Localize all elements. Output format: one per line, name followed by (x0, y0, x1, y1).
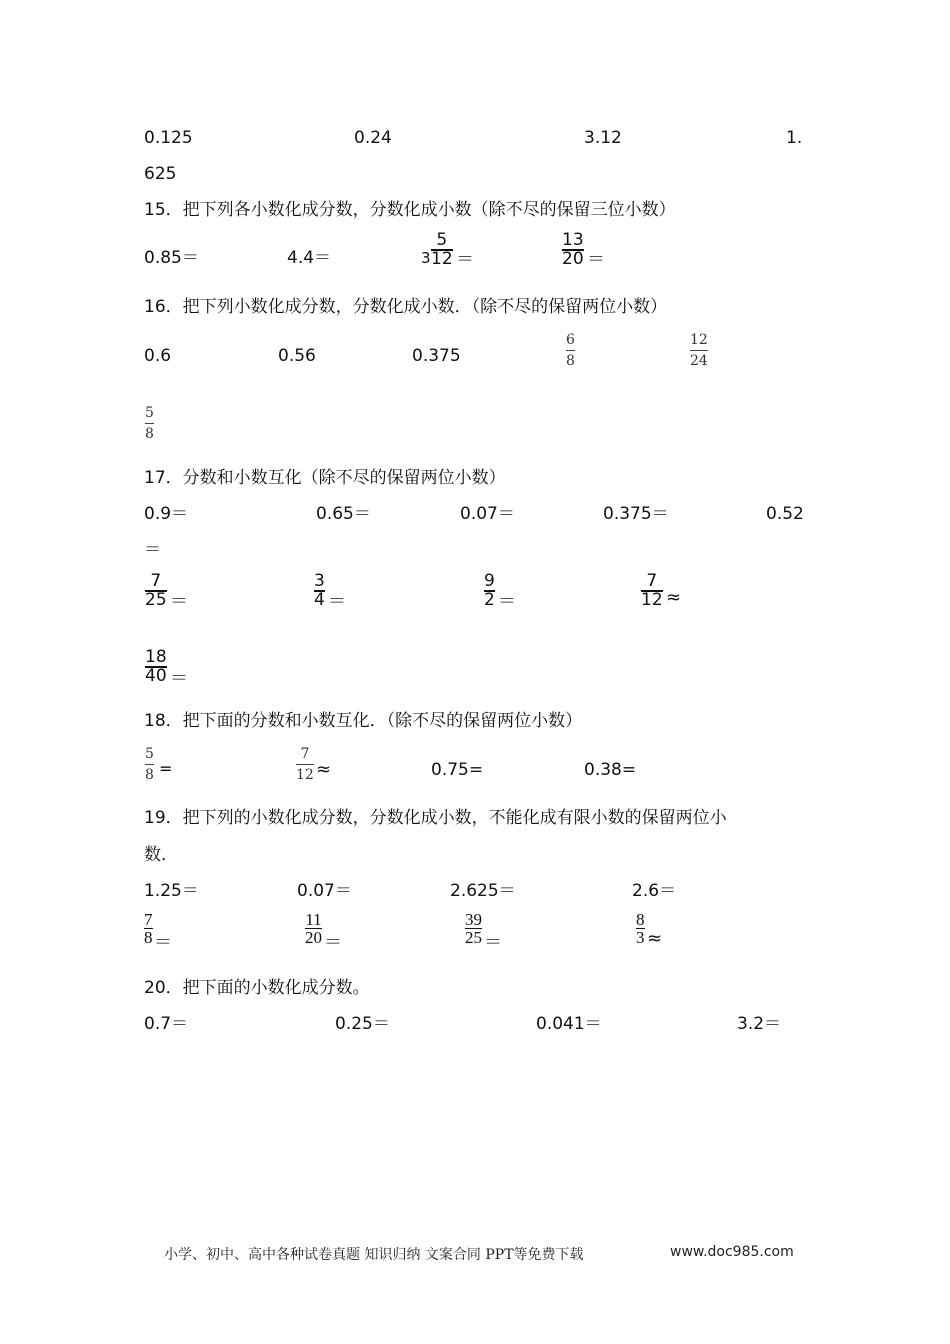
q18-title: 18．把下面的分数和小数互化．（除不尽的保留两位小数） (144, 711, 583, 731)
q19-item-3: 2.625＝ (450, 881, 516, 901)
fraction-bar (690, 350, 708, 351)
q17-item-5: 0.52 (766, 504, 804, 524)
q19-f4-num: 8 (636, 910, 645, 929)
q16-f3-den: 8 (145, 426, 154, 442)
q17-fraction-3 (484, 573, 495, 609)
q15-frac-eq: ＝ (587, 249, 605, 270)
q17-f1-den: 25 (145, 590, 167, 610)
q17-fraction-2 (314, 573, 325, 609)
q19-item-1: 1.25＝ (144, 881, 199, 901)
q19-item-4: 2.6＝ (632, 881, 677, 901)
q15-mixed-whole: 3 (421, 249, 431, 267)
q19-item-2: 0.07＝ (297, 881, 352, 901)
q15-mixed-eq: ＝ (456, 249, 474, 270)
q15-item-1: 0.85＝ (144, 248, 199, 268)
q18-f2-den: 12 (296, 767, 314, 783)
q17-f1-num: 7 (150, 571, 162, 591)
q16-item-2: 0.56 (278, 346, 316, 366)
q19-f1-eq: ＝ (154, 932, 172, 953)
q19-fraction-2 (305, 911, 322, 946)
footer-text: 小学、初中、高中各种试卷真题 知识归纳 文案合同 PPT等免费下载 (164, 1247, 584, 1263)
footer-url[interactable]: www.doc985.com (670, 1244, 794, 1260)
top-item-4: 1. (786, 128, 803, 148)
q17-f2-eq: ＝ (328, 591, 346, 612)
q19-f2-den: 20 (305, 928, 322, 947)
q18-fraction-2 (296, 747, 314, 782)
q17-f3-num: 9 (484, 571, 495, 591)
q15-frac-den: 20 (562, 249, 584, 269)
q19-title-line-2: 数． (144, 845, 178, 865)
fraction-bar (296, 764, 314, 765)
q16-fraction-1 (566, 333, 575, 368)
q17-f5-num: 18 (145, 647, 167, 667)
top-item-2: 0.24 (354, 128, 392, 148)
q16-fraction-3 (145, 406, 154, 441)
q18-fraction-1 (145, 747, 154, 782)
q18-f2-approx: ≈ (316, 759, 332, 780)
q16-item-1: 0.6 (144, 346, 172, 366)
q16-f1-den: 8 (566, 353, 575, 369)
q17-f2-den: 4 (314, 590, 325, 610)
q15-mixed-num: 5 (436, 230, 448, 250)
q19-fraction-3 (465, 911, 482, 946)
q19-title-line-1: 19．把下列的小数化成分数，分数化成小数，不能化成有限小数的保留两位小 (144, 808, 727, 828)
q16-title: 16．把下列小数化成分数，分数化成小数．（除不尽的保留两位小数） (144, 297, 668, 317)
q17-f3-den: 2 (484, 590, 495, 610)
q17-f5-den: 40 (145, 666, 167, 686)
q17-f4-num: 7 (646, 571, 658, 591)
q19-f3-num: 39 (465, 910, 482, 929)
q19-f4-den: 3 (636, 928, 645, 947)
q15-fraction (562, 232, 584, 268)
q18-item-1: 0.75= (431, 760, 484, 780)
q15-title: 15．把下列各小数化成分数，分数化成小数（除不尽的保留三位小数） (144, 200, 676, 220)
q19-f4-approx: ≈ (647, 928, 663, 949)
q17-item-2: 0.65＝ (316, 504, 371, 524)
q16-item-3: 0.375 (412, 346, 461, 366)
q18-f1-eq: = (159, 759, 173, 778)
q15-mixed-fraction (431, 232, 453, 268)
q16-f2-den: 24 (690, 353, 708, 369)
q15-frac-num: 13 (562, 230, 584, 250)
q17-fraction-1 (145, 573, 167, 609)
q15-item-2: 4.4＝ (287, 248, 332, 268)
q19-f1-den: 8 (144, 928, 153, 947)
q17-f1-eq: ＝ (170, 591, 188, 612)
fraction-bar (566, 350, 575, 351)
q19-f2-eq: ＝ (324, 932, 342, 953)
q16-f1-num: 6 (566, 332, 575, 348)
q18-f2-num: 7 (300, 746, 310, 762)
q17-f4-den: 12 (641, 590, 663, 610)
q17-fraction-4 (641, 573, 663, 609)
page-footer (164, 1244, 794, 1264)
q19-fraction-1 (144, 911, 153, 946)
q16-fraction-2 (690, 333, 708, 368)
top-item-3: 3.12 (584, 128, 622, 148)
q17-fraction-5 (145, 649, 167, 685)
q19-f3-den: 25 (465, 928, 482, 947)
q16-f3-num: 5 (145, 405, 154, 421)
q20-item-2: 0.25＝ (335, 1014, 390, 1034)
q20-title: 20．把下面的小数化成分数。 (144, 978, 370, 998)
q17-item-3: 0.07＝ (460, 504, 515, 524)
q17-item-1: 0.9＝ (144, 504, 189, 524)
q17-f4-approx: ≈ (666, 587, 682, 608)
q16-f2-num: 12 (690, 332, 708, 348)
q19-fraction-4 (636, 911, 645, 946)
q17-f3-eq: ＝ (498, 591, 516, 612)
q17-item-5-cont: ＝ (144, 540, 161, 560)
q15-mixed-den: 12 (431, 249, 453, 269)
fraction-bar (145, 764, 154, 765)
q17-f2-num: 3 (314, 571, 325, 591)
q17-f5-eq: ＝ (170, 668, 188, 689)
q19-f3-eq: ＝ (484, 932, 502, 953)
q19-f2-num: 11 (305, 910, 322, 929)
q20-item-3: 0.041＝ (536, 1014, 602, 1034)
q18-f1-num: 5 (145, 746, 154, 762)
q17-title: 17．分数和小数互化（除不尽的保留两位小数） (144, 468, 506, 488)
q20-item-4: 3.2＝ (737, 1014, 782, 1034)
q20-item-1: 0.7＝ (144, 1014, 189, 1034)
q18-f1-den: 8 (145, 767, 154, 783)
q19-f1-num: 7 (144, 910, 153, 929)
fraction-bar (145, 423, 154, 424)
q17-item-4: 0.375＝ (603, 504, 669, 524)
top-item-4-cont: 625 (144, 164, 177, 184)
top-item-1: 0.125 (144, 128, 193, 148)
q18-item-2: 0.38= (584, 760, 637, 780)
